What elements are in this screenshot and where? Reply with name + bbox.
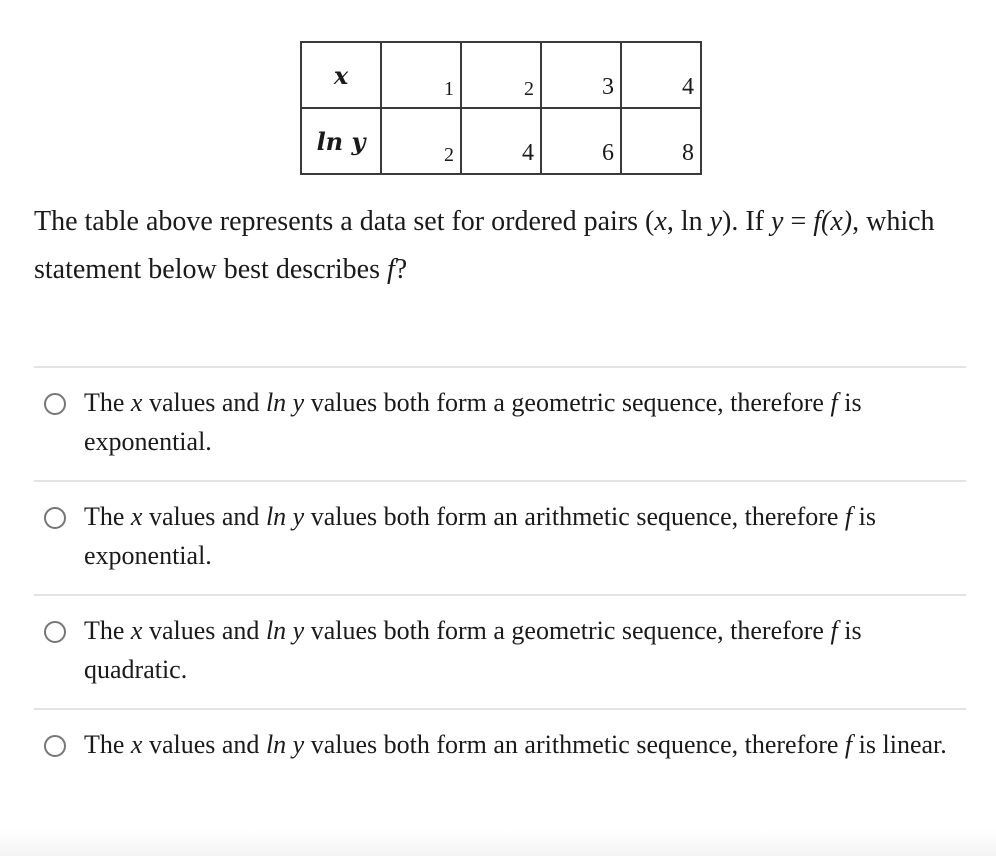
answer-option-c[interactable] (34, 594, 966, 708)
table-cell: 2 (381, 108, 461, 174)
table-row-x (301, 42, 701, 108)
table-cell: 6 (541, 108, 621, 174)
answer-option-d[interactable] (34, 708, 966, 822)
answer-option-b[interactable] (34, 480, 966, 594)
option-label: The x values and ln y values both form an arithmetic sequence, therefore f is exponential. (84, 502, 876, 570)
table-cell: 3 (541, 42, 621, 108)
table-cell: 2 (461, 42, 541, 108)
radio-button[interactable] (44, 735, 66, 757)
option-label: The x values and ln y values both form a geometric sequence, therefore f is quadratic. (84, 616, 862, 684)
table-header-x: x (301, 42, 381, 108)
answer-option-a[interactable] (34, 366, 966, 480)
option-label: The x values and ln y values both form a geometric sequence, therefore f is exponential. (84, 388, 862, 456)
table-cell: 8 (621, 108, 701, 174)
table-cell: 4 (461, 108, 541, 174)
question-text: The table above represents a data set for ordered pairs (x, ln y). If y = f(x), which statement below best describes f? (34, 206, 935, 285)
table-row-lny (301, 108, 701, 174)
page-bottom-edge (0, 830, 996, 856)
radio-button[interactable] (44, 621, 66, 643)
data-table (300, 41, 702, 175)
table-cell: 1 (381, 42, 461, 108)
option-label: The x values and ln y values both form an arithmetic sequence, therefore f is linear. (84, 730, 947, 759)
answer-options (34, 366, 966, 822)
table-header-lny: ln y (301, 108, 381, 174)
radio-button[interactable] (44, 393, 66, 415)
radio-button[interactable] (44, 507, 66, 529)
table-cell: 4 (621, 42, 701, 108)
